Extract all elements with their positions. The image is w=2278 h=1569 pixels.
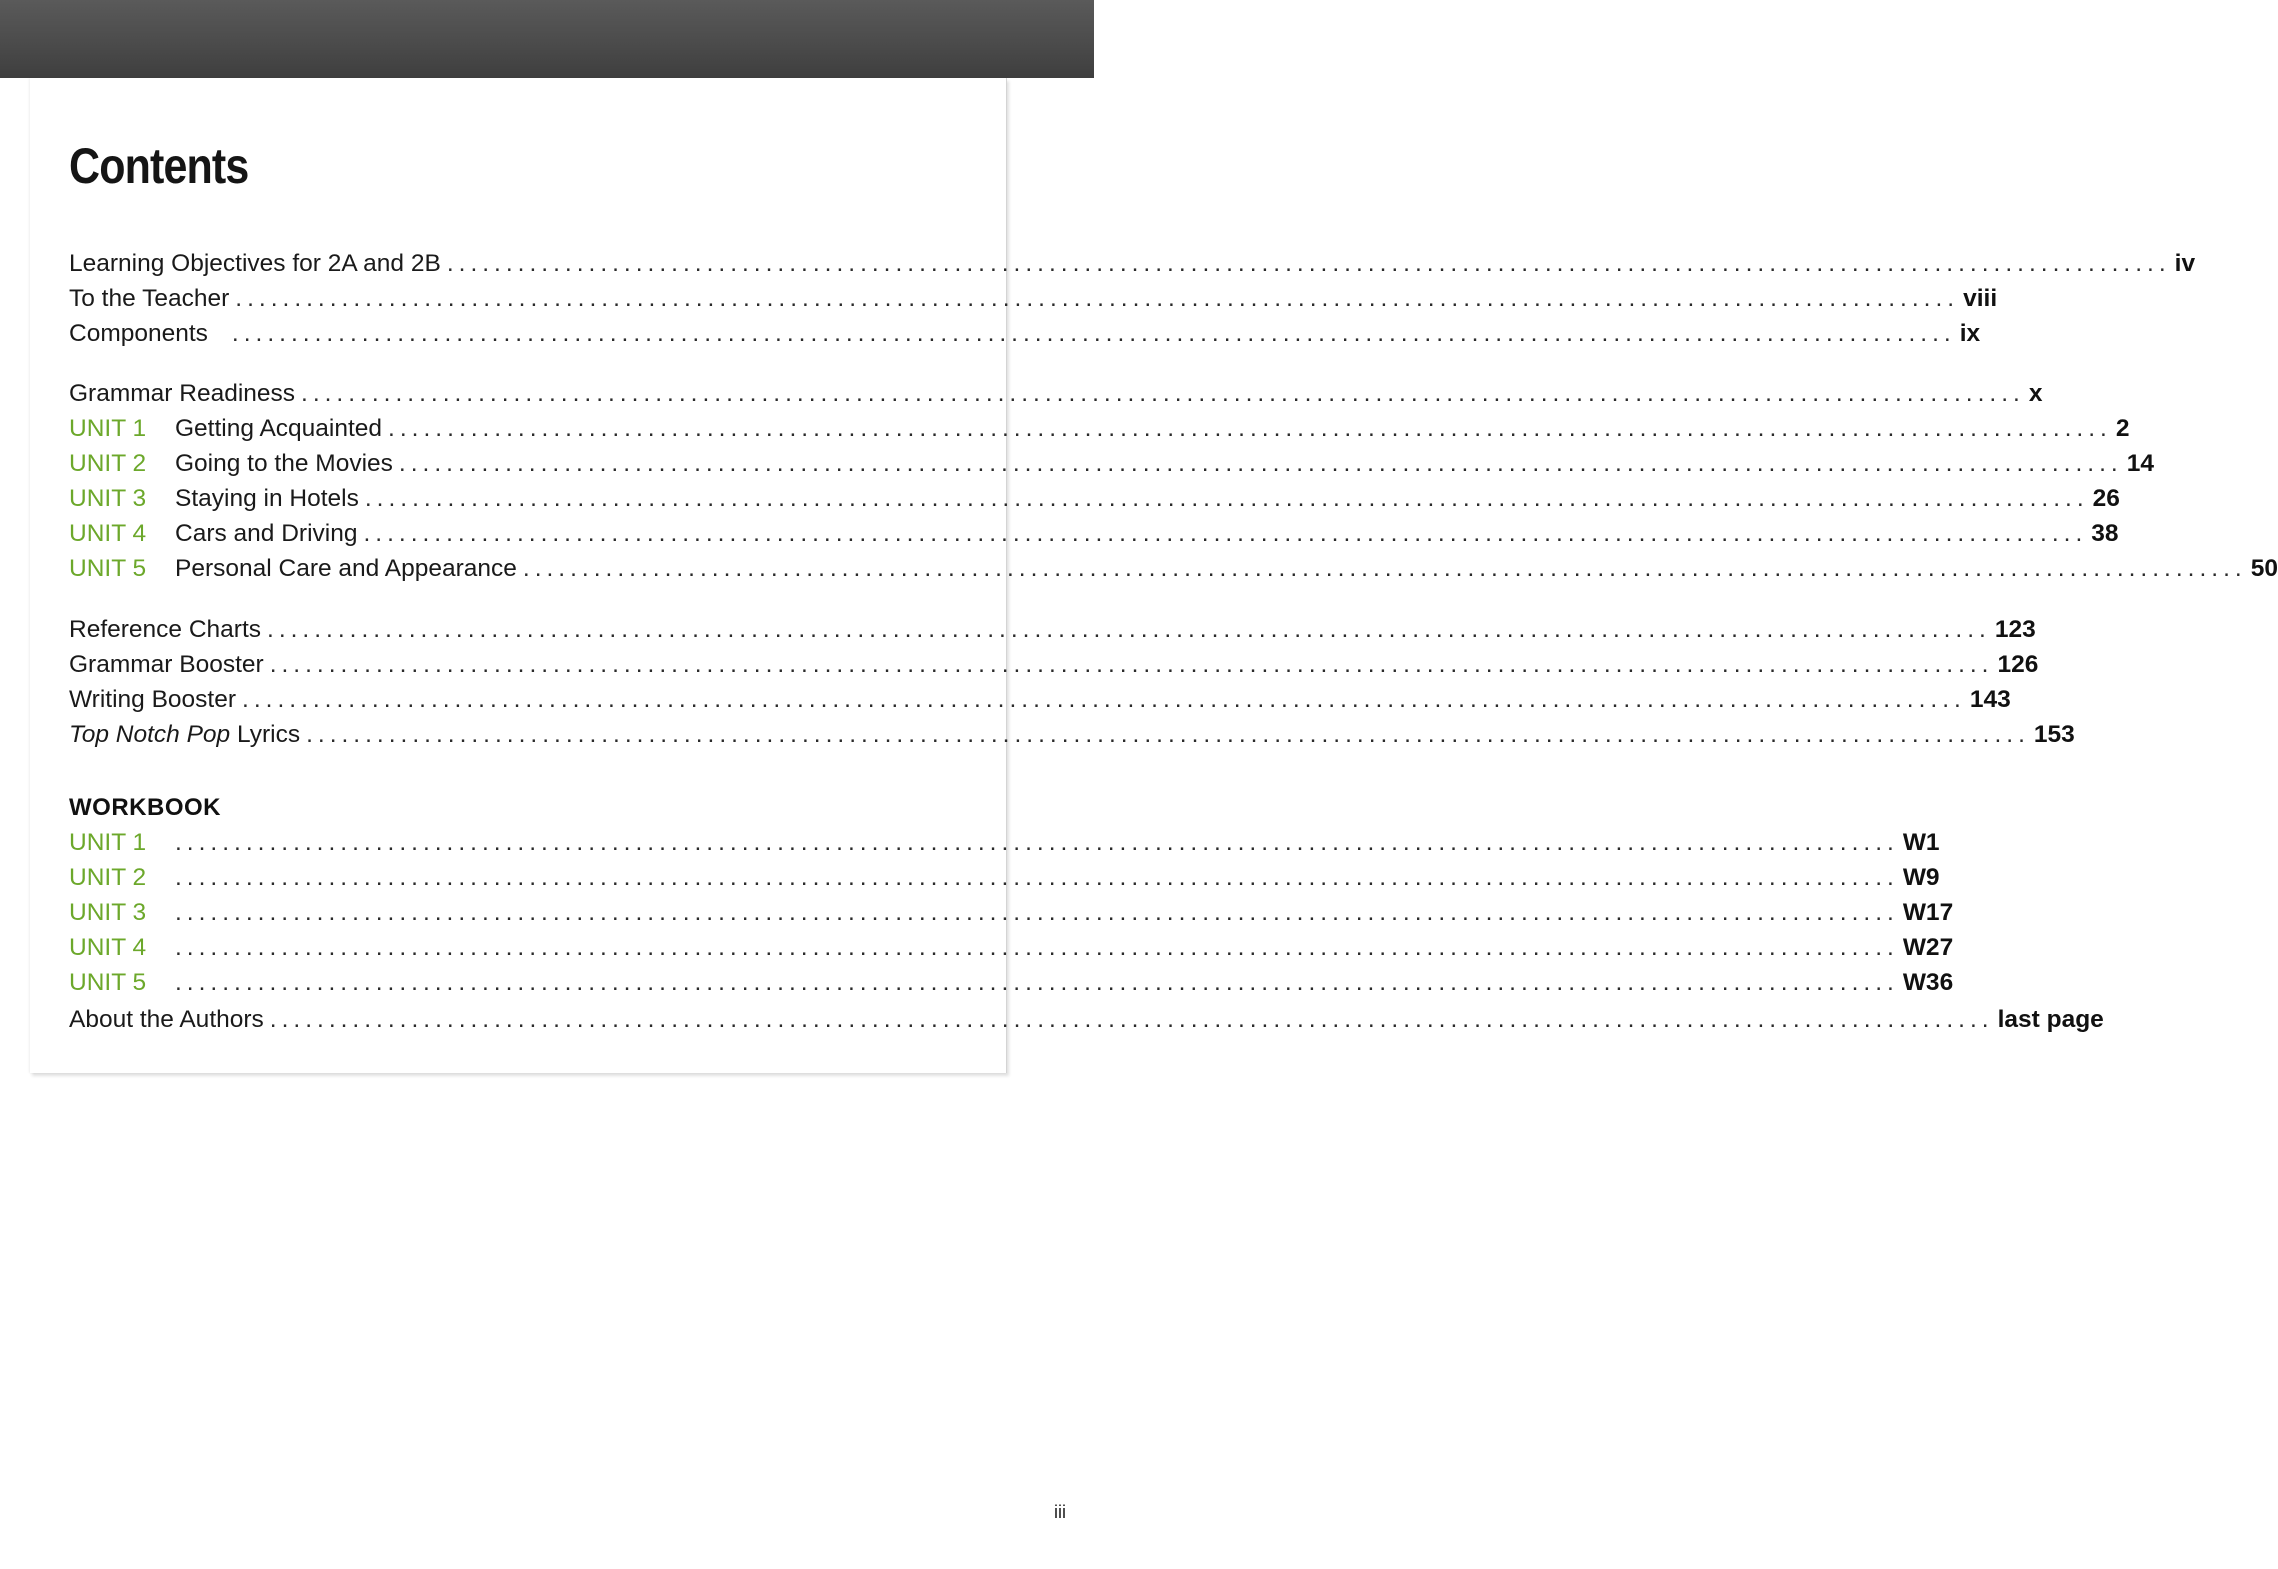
dot-leader: .................................................................................................................................................. bbox=[398, 450, 2123, 477]
entry-label-italic: Top Notch Pop bbox=[69, 721, 231, 748]
page-title: Contents bbox=[69, 138, 249, 194]
toc-entry-workbook-unit-2[interactable] bbox=[69, 860, 1940, 895]
dot-leader: .................................................................................................................................................. bbox=[446, 250, 2171, 277]
unit-tag: UNIT 2 bbox=[69, 864, 147, 891]
dot-leader: .................................................................................................................................................. bbox=[269, 651, 1994, 678]
toc-entry-unit-5[interactable] bbox=[69, 551, 2278, 586]
entry-page-number: ix bbox=[1959, 320, 1981, 347]
dot-leader: .................................................................................................................................................. bbox=[175, 934, 1899, 961]
entry-label: Going to the Movies bbox=[175, 450, 393, 477]
toc-entry-unit-3[interactable] bbox=[69, 481, 2120, 516]
unit-tag: UNIT 4 bbox=[69, 520, 147, 547]
entry-page-number: x bbox=[2028, 380, 2043, 407]
entry-label: Grammar Readiness bbox=[69, 380, 296, 407]
entry-page-number: W9 bbox=[1902, 864, 1940, 891]
dot-leader: .................................................................................................................................................. bbox=[267, 616, 1991, 643]
entry-page-number: 143 bbox=[1969, 686, 2011, 713]
toc-entry-about-the-authors[interactable] bbox=[69, 1002, 2104, 1037]
dot-leader: .................................................................................................................................................. bbox=[306, 721, 2030, 748]
entry-page-number: 2 bbox=[2115, 415, 2130, 442]
toc-entry-grammar-readiness[interactable] bbox=[69, 376, 2043, 411]
dot-leader: .................................................................................................................................................. bbox=[242, 686, 1966, 713]
entry-label-rest: Lyrics bbox=[237, 721, 301, 748]
dot-leader: .................................................................................................................................................. bbox=[522, 555, 2247, 582]
entry-page-number: viii bbox=[1963, 285, 1998, 312]
entry-label: Cars and Driving bbox=[175, 520, 358, 547]
unit-tag: UNIT 2 bbox=[69, 450, 147, 477]
entry-page-number: 153 bbox=[2033, 721, 2075, 748]
entry-page-number: W36 bbox=[1902, 969, 1954, 996]
toc-entry-top-notch-pop-lyrics[interactable] bbox=[69, 717, 2075, 752]
entry-label: Personal Care and Appearance bbox=[175, 555, 517, 582]
entry-page-number: W27 bbox=[1902, 934, 1954, 961]
unit-tag: UNIT 1 bbox=[69, 415, 147, 442]
unit-tag: UNIT 5 bbox=[69, 555, 147, 582]
dot-leader: .................................................................................................................................................. bbox=[175, 969, 1899, 996]
entry-page-number: W17 bbox=[1902, 899, 1954, 926]
entry-label: Components bbox=[69, 320, 208, 347]
workbook-heading: WORKBOOK bbox=[69, 794, 221, 821]
unit-tag: UNIT 4 bbox=[69, 934, 147, 961]
entry-page-number: 26 bbox=[2092, 485, 2120, 512]
entry-label: Learning Objectives for 2A and 2B bbox=[69, 250, 441, 277]
entry-label: About the Authors bbox=[69, 1006, 264, 1033]
toc-entry-unit-4[interactable] bbox=[69, 516, 2119, 551]
toc-entry-components[interactable] bbox=[69, 316, 1981, 351]
entry-page-number: 38 bbox=[2091, 520, 2119, 547]
entry-label: Getting Acquainted bbox=[175, 415, 383, 442]
toc-entry-reference-charts[interactable] bbox=[69, 612, 2036, 647]
dot-leader: .................................................................................................................................................. bbox=[301, 380, 2025, 407]
dot-leader: .................................................................................................................................................. bbox=[269, 1006, 1994, 1033]
toc-entry-workbook-unit-4[interactable] bbox=[69, 930, 1954, 965]
entry-page-number: 123 bbox=[1994, 616, 2036, 643]
dot-leader: .................................................................................................................................................. bbox=[175, 899, 1899, 926]
unit-tag: UNIT 1 bbox=[69, 829, 147, 856]
unit-tag: UNIT 3 bbox=[69, 485, 147, 512]
entry-label: Reference Charts bbox=[69, 616, 262, 643]
entry-page-number: last page bbox=[1997, 1006, 2104, 1033]
toc-entry-to-the-teacher[interactable] bbox=[69, 281, 1998, 316]
toc-entry-workbook-unit-3[interactable] bbox=[69, 895, 1954, 930]
toc-entry-workbook-unit-5[interactable] bbox=[69, 965, 1954, 1000]
entry-label: Writing Booster bbox=[69, 686, 237, 713]
entry-page-number: W1 bbox=[1902, 829, 1940, 856]
entry-label bbox=[69, 717, 306, 752]
unit-tag: UNIT 5 bbox=[69, 969, 147, 996]
dot-leader: .................................................................................................................................................. bbox=[175, 864, 1899, 891]
toc-entry-workbook-unit-1[interactable] bbox=[69, 825, 1940, 860]
toc-entry-learning-objectives[interactable] bbox=[69, 246, 2196, 281]
dot-leader: .................................................................................................................................................. bbox=[175, 829, 1899, 856]
toc-entry-unit-2[interactable] bbox=[69, 446, 2154, 481]
entry-page-number: iv bbox=[2174, 250, 2196, 277]
entry-page-number: 50 bbox=[2250, 555, 2278, 582]
entry-label: Staying in Hotels bbox=[175, 485, 359, 512]
dot-leader: .................................................................................................................................................. bbox=[363, 520, 2088, 547]
header-band bbox=[0, 0, 1094, 78]
folio-page-number: iii bbox=[1054, 1502, 1066, 1522]
entry-label: To the Teacher bbox=[69, 285, 230, 312]
toc-entry-unit-1[interactable] bbox=[69, 411, 2130, 446]
dot-leader: .................................................................................................................................................. bbox=[388, 415, 2112, 442]
dot-leader: .................................................................................................................................................. bbox=[235, 285, 1960, 312]
dot-leader: .................................................................................................................................................. bbox=[364, 485, 2089, 512]
toc-entry-grammar-booster[interactable] bbox=[69, 647, 2039, 682]
toc-entry-writing-booster[interactable] bbox=[69, 682, 2011, 717]
dot-leader: .................................................................................................................................................. bbox=[231, 320, 1956, 347]
entry-page-number: 14 bbox=[2126, 450, 2154, 477]
entry-page-number: 126 bbox=[1997, 651, 2039, 678]
unit-tag: UNIT 3 bbox=[69, 899, 147, 926]
entry-label: Grammar Booster bbox=[69, 651, 264, 678]
